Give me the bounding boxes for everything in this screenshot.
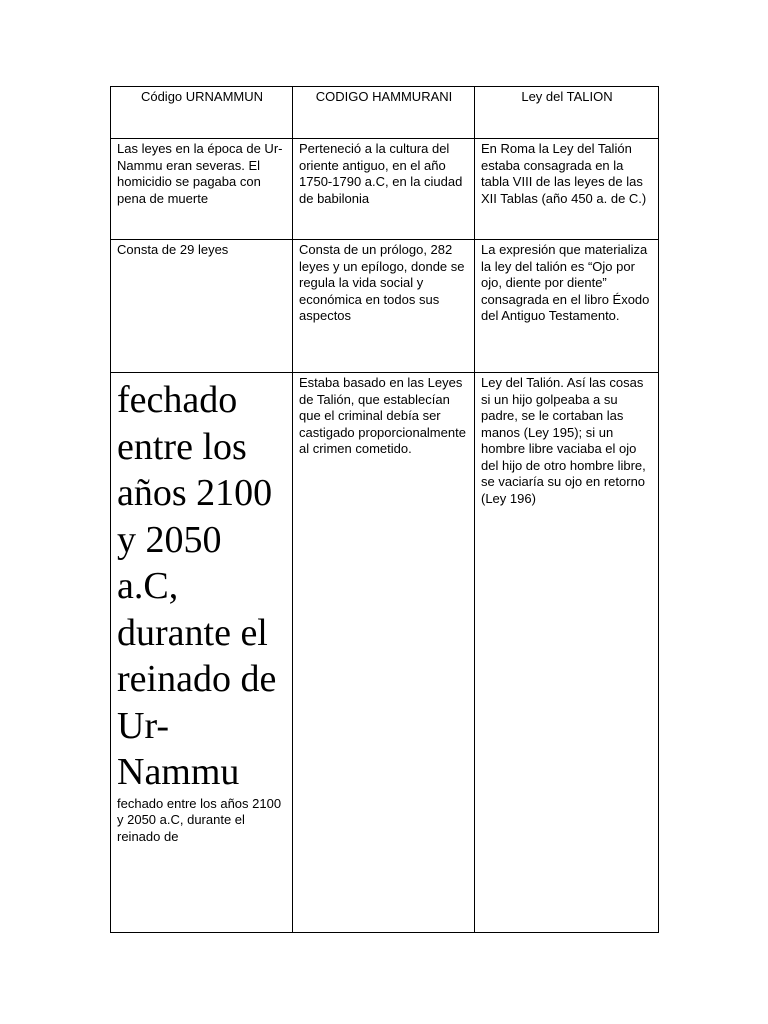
small-date-text: fechado entre los años 2100 y 2050 a.C, durante el reinado de bbox=[117, 795, 282, 844]
table-header-row bbox=[111, 87, 659, 139]
table-cell: Consta de un prólogo, 282 leyes y un epílogo, donde se regula la vida social y económica en todos sus aspectos bbox=[293, 240, 475, 373]
table-cell: La expresión que materializa la ley del talión es “Ojo por ojo, diente por diente” consagrada en el libro Éxodo del Antiguo Testamento. bbox=[475, 240, 659, 373]
header-hammurabi: CODIGO HAMMURANI bbox=[293, 87, 475, 139]
table-row bbox=[111, 373, 659, 933]
table-cell bbox=[111, 373, 293, 933]
table-cell: Estaba basado en las Leyes de Talión, que establecían que el criminal debía ser castigado proporcionalmente al crimen cometido. bbox=[293, 373, 475, 933]
table-cell: En Roma la Ley del Talión estaba consagrada en la tabla VIII de las leyes de las XII Tablas (año 450 a. de C.) bbox=[475, 139, 659, 240]
header-talion: Ley del TALION bbox=[475, 87, 659, 139]
header-urnammu: Código URNAMMUN bbox=[111, 87, 293, 139]
large-date-text: fechado entre los años 2100 y 2050 a.C, durante el reinado de Ur-Nammu bbox=[117, 379, 277, 793]
table-cell: Perteneció a la cultura del oriente antiguo, en el año 1750-1790 a.C, en la ciudad de babilonia bbox=[293, 139, 475, 240]
table-row bbox=[111, 240, 659, 373]
comparison-table bbox=[110, 86, 659, 933]
table-cell: Ley del Talión. Así las cosas si un hijo golpeaba a su padre, se le cortaban las manos (Ley 195); si un hombre libre vaciaba el ojo del hijo de otro hombre libre, se vaciaría su ojo en retorno (Ley 196) bbox=[475, 373, 659, 933]
table-cell: Las leyes en la época de Ur-Nammu eran severas. El homicidio se pagaba con pena de muerte bbox=[111, 139, 293, 240]
table-row bbox=[111, 139, 659, 240]
table-cell: Consta de 29 leyes bbox=[111, 240, 293, 373]
